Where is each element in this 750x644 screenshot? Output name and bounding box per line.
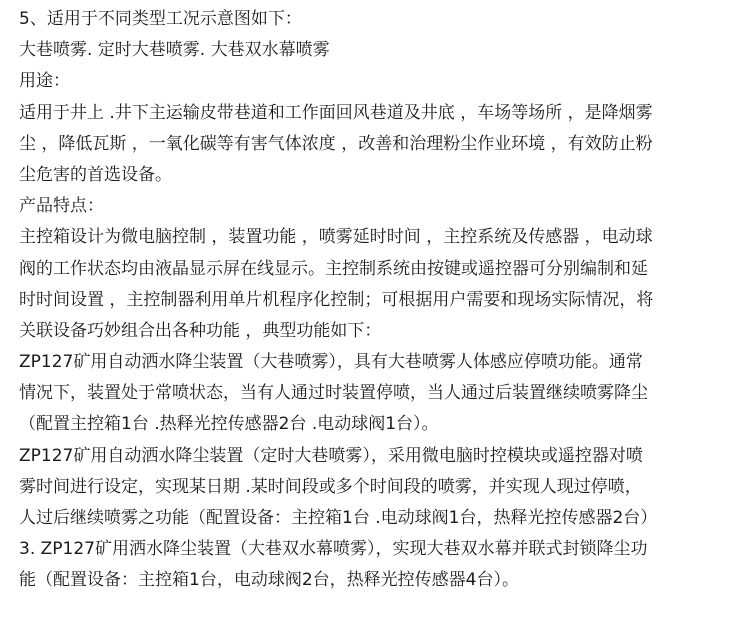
document-body <box>19 4 747 597</box>
usage-text-line: 尘 ，降低瓦斯 ，一氧化碳等有害气体浓度 ，改善和治理粉尘作业环境 ，有效防止粉 <box>19 133 653 154</box>
features-text-line: 时时间设置 ，主控制器利用单片机程序化控制；可根据用户需要和现场实际情况，将 <box>19 289 654 310</box>
device-2-text-line: ZP127矿用自动洒水降尘装置（定时大巷喷雾），采用微电脑时控模块或遥控器对喷 <box>19 445 643 466</box>
device-1-text-line: ZP127矿用自动洒水降尘装置（大巷喷雾），具有大巷喷雾人体感应停喷功能。通常 <box>19 352 643 373</box>
device-2-text-line: 人过后继续喷雾之功能（配置设备：主控箱1台 .电动球阀1台，热释光控传感器2台） <box>19 508 658 528</box>
scenario-list: 大巷喷雾. 定时大巷喷雾. 大巷双水幕喷雾 <box>19 40 330 61</box>
section-heading-scenarios: 5、适用于不同类型工况示意图如下： <box>19 9 302 29</box>
features-text-line: 关联设备巧妙组合出各种功能 ，典型功能如下： <box>19 320 382 341</box>
section-heading-usage: 用途： <box>19 71 70 92</box>
features-text-line: 阀的工作状态均由液晶显示屏在线显示。主控制系统由按键或遥控器可分别编制和延 <box>19 258 648 279</box>
features-text-line: 主控箱设计为微电脑控制 ，装置功能 ，喷雾延时时间 ，主控系统及传感器 ，电动球 <box>19 227 653 248</box>
device-3-text-line: 能（配置设备：主控箱1台，电动球阀2台，热释光控传感器4台）。 <box>19 570 519 591</box>
section-heading-features: 产品特点： <box>19 196 104 217</box>
device-1-text-line: 情况下，装置处于常喷状态，当有人通过时装置停喷，当人通过后装置继续喷雾降尘 <box>19 383 648 404</box>
device-3-text-line: 3. ZP127矿用洒水降尘装置（大巷双水幕喷雾），实现大巷双水幕并联式封锁降尘功 <box>19 539 648 560</box>
usage-text-line: 尘危害的首选设备。 <box>19 164 172 185</box>
device-2-text-line: 雾时间进行设定，实现某日期 .某时间段或多个时间段的喷雾，并实现人现过停喷， <box>19 476 642 497</box>
device-1-text-line: （配置主控箱1台 .热释光控传感器2台 .电动球阀1台）。 <box>19 414 439 435</box>
usage-text-line: 适用于井上 .井下主运输皮带巷道和工作面回风巷道及井底 ，车场等场所 ，是降烟雾 <box>19 102 653 123</box>
